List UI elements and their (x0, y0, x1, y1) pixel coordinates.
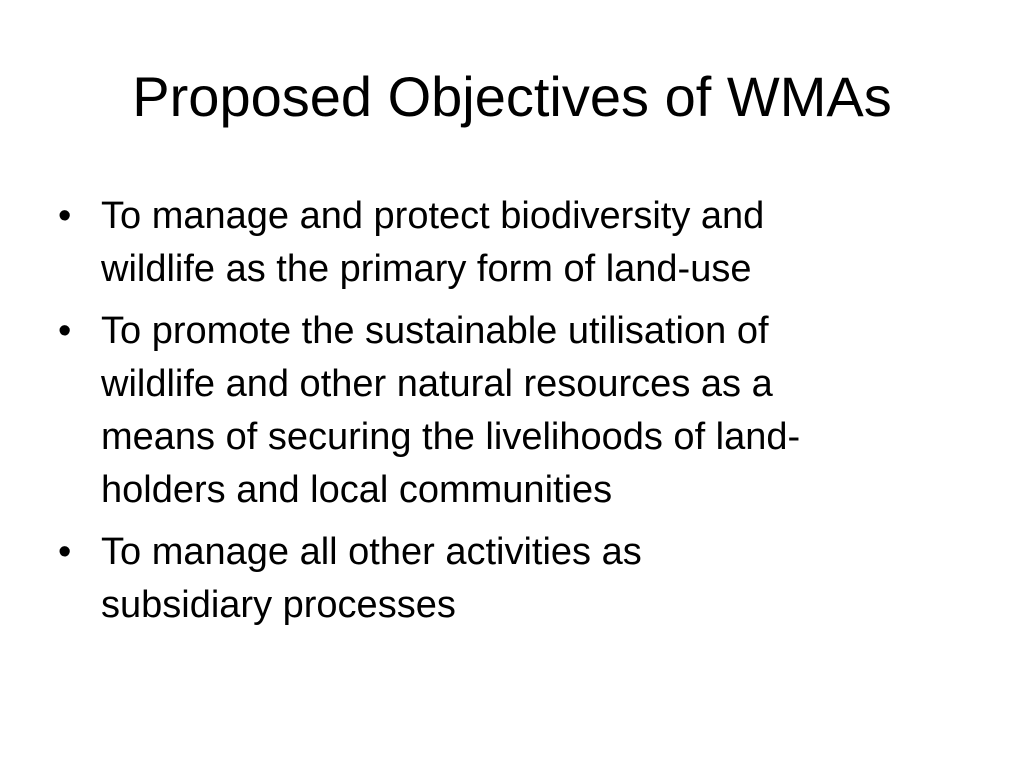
bullet-line: To promote the sustainable utilisation of (101, 310, 769, 352)
bullet-item (58, 305, 958, 517)
bullet-marker-icon: • (58, 195, 72, 237)
bullet-item (58, 190, 958, 296)
bullet-marker-icon: • (58, 310, 72, 352)
bullet-line: To manage all other activities as (101, 531, 642, 573)
bullet-line: holders and local communities (101, 469, 613, 511)
bullet-line: wildlife and other natural resources as a (101, 363, 773, 405)
bullet-item (58, 526, 958, 632)
bullet-line: subsidiary processes (101, 584, 456, 626)
bullet-list (58, 190, 958, 641)
bullet-line: means of securing the livelihoods of land- (101, 416, 801, 458)
bullet-line: To manage and protect biodiversity and (101, 195, 765, 237)
slide-title: Proposed Objectives of WMAs (132, 65, 892, 128)
bullet-line: wildlife as the primary form of land-use (101, 248, 752, 290)
bullet-marker-icon: • (58, 531, 72, 573)
